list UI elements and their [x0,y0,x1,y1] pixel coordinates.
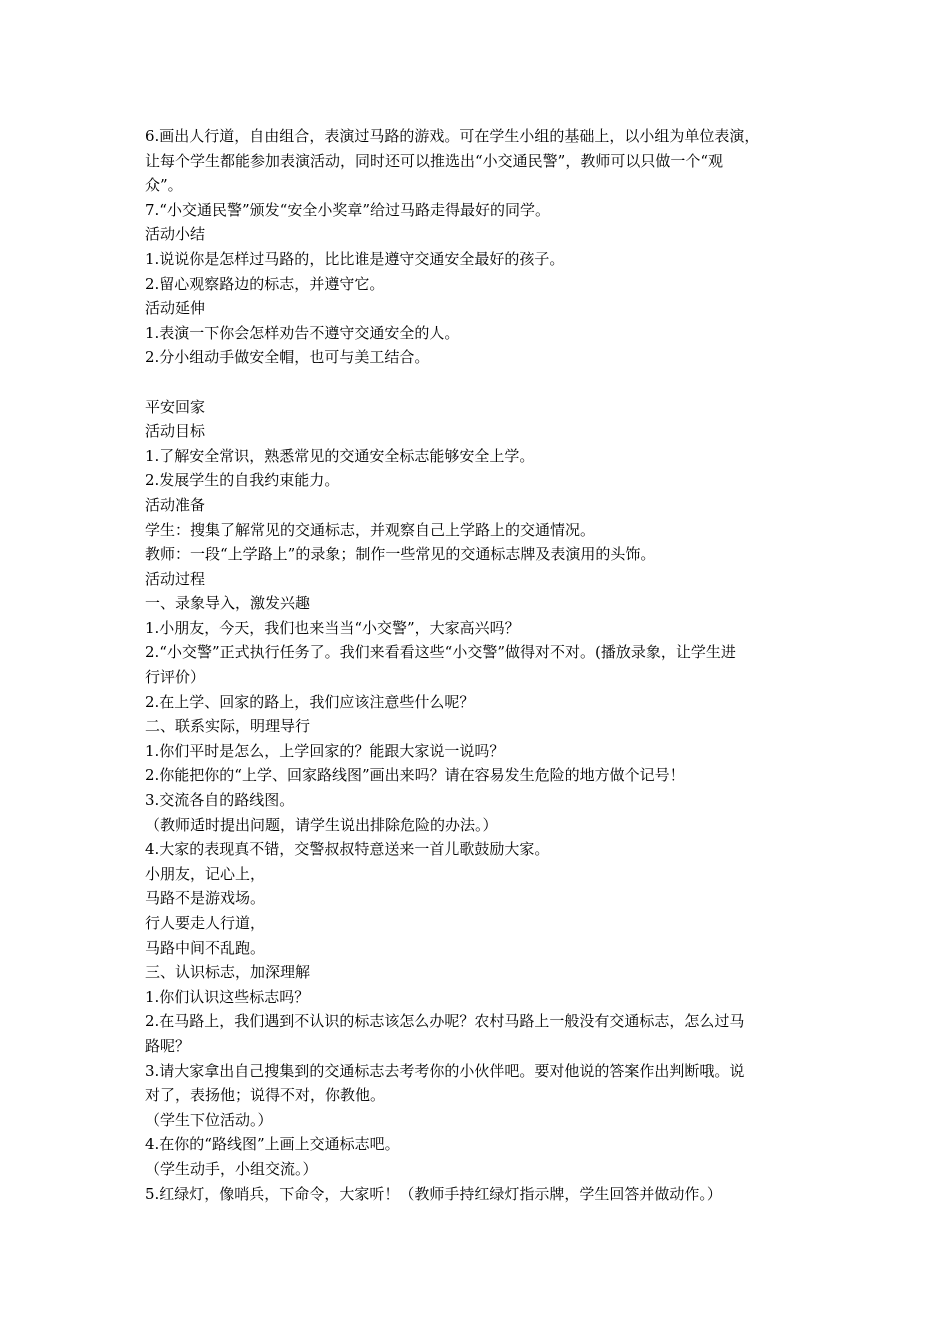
text-line: 1.你们平时是怎么，上学回家的？能跟大家说一说吗？ [145,741,505,760]
text-line: 学生：搜集了解常见的交通标志，并观察自己上学路上的交通情况。 [145,520,596,539]
subsection-heading: 二、联系实际，明理导行 [145,717,311,736]
section-heading: 活动延伸 [145,299,206,318]
text-line: 2.在上学、回家的路上，我们应该注意些什么呢？ [145,692,475,711]
text-line: 对了，表扬他；说得不对，你教他。 [145,1086,386,1105]
poem-line: 行人要走人行道， [145,914,266,932]
blank-line [145,370,815,395]
section-heading: 活动过程 [145,569,206,588]
text-line: 1.你们认识这些标志吗？ [145,987,310,1006]
text-line: 众”。 [145,176,183,195]
text-line: 7.“小交通民警”颁发“安全小奖章”给过马路走得最好的同学。 [145,200,550,219]
section-heading: 活动目标 [145,422,206,441]
text-line: 3.请大家拿出自己搜集到的交通标志去考考你的小伙伴吧。要对他说的答案作出判断哦。说 [145,1061,745,1080]
text-line: 3.交流各自的路线图。 [145,791,295,810]
text-line: （学生动手，小组交流。） [145,1159,318,1178]
text-line: 1.了解安全常识，熟悉常见的交通安全标志能够安全上学。 [145,446,535,465]
text-line: 教师：一段“上学路上”的录象；制作一些常见的交通标志牌及表演用的头饰。 [145,545,656,564]
document-title: 平安回家 [145,397,206,416]
poem-line: 马路不是游戏场。 [145,889,266,908]
subsection-heading: 一、录象导入，激发兴趣 [145,594,311,613]
text-line: 5.红绿灯，像哨兵，下命令，大家听！（教师手持红绿灯指示牌，学生回答并做动作。） [145,1184,722,1203]
section-heading: 活动小结 [145,225,206,244]
text-line: 1.小朋友，今天，我们也来当当“小交警”，大家高兴吗？ [145,618,520,637]
text-line: 2.在马路上，我们遇到不认识的标志该怎么办呢？农村马路上一般没有交通标志，怎么过马 [145,1012,745,1031]
text-line: 6.画出人行道，自由组合，表演过马路的游戏。可在学生小组的基础上，以小组为单位表演， [145,127,760,145]
text-line: 1.说说你是怎样过马路的，比比谁是遵守交通安全最好的孩子。 [145,249,565,268]
text-line: （教师适时提出问题，请学生说出排除危险的办法。） [145,815,498,834]
text-line: 2.“小交警”正式执行任务了。我们来看看这些“小交警”做得对不对。(播放录象，让学生进 [145,643,736,662]
poem-line: 马路中间不乱跑。 [145,938,266,957]
text-line: 4.大家的表现真不错，交警叔叔特意送来一首儿歌鼓励大家。 [145,840,550,859]
text-line: 行评价） [145,668,206,687]
document-page [145,124,815,1206]
text-line: （学生下位活动。） [145,1110,273,1129]
text-line: 路呢？ [145,1036,191,1055]
text-line: 2.你能把你的“上学、回家路线图”画出来吗？请在容易发生危险的地方做个记号！ [145,766,685,785]
text-line: 2.发展学生的自我约束能力。 [145,471,340,490]
text-line: 1.表演一下你会怎样劝告不遵守交通安全的人。 [145,323,460,342]
subsection-heading: 三、认识标志，加深理解 [145,963,311,982]
text-line: 2.分小组动手做安全帽，也可与美工结合。 [145,348,430,367]
text-line: 让每个学生都能参加表演活动，同时还可以推选出“小交通民警”，教师可以只做一个“观 [145,151,724,170]
text-line: 2.留心观察路边的标志，并遵守它。 [145,274,385,293]
text-line: 4.在你的“路线图”上画上交通标志吧。 [145,1135,400,1154]
poem-line: 小朋友，记心上， [145,864,266,883]
section-heading: 活动准备 [145,495,206,514]
